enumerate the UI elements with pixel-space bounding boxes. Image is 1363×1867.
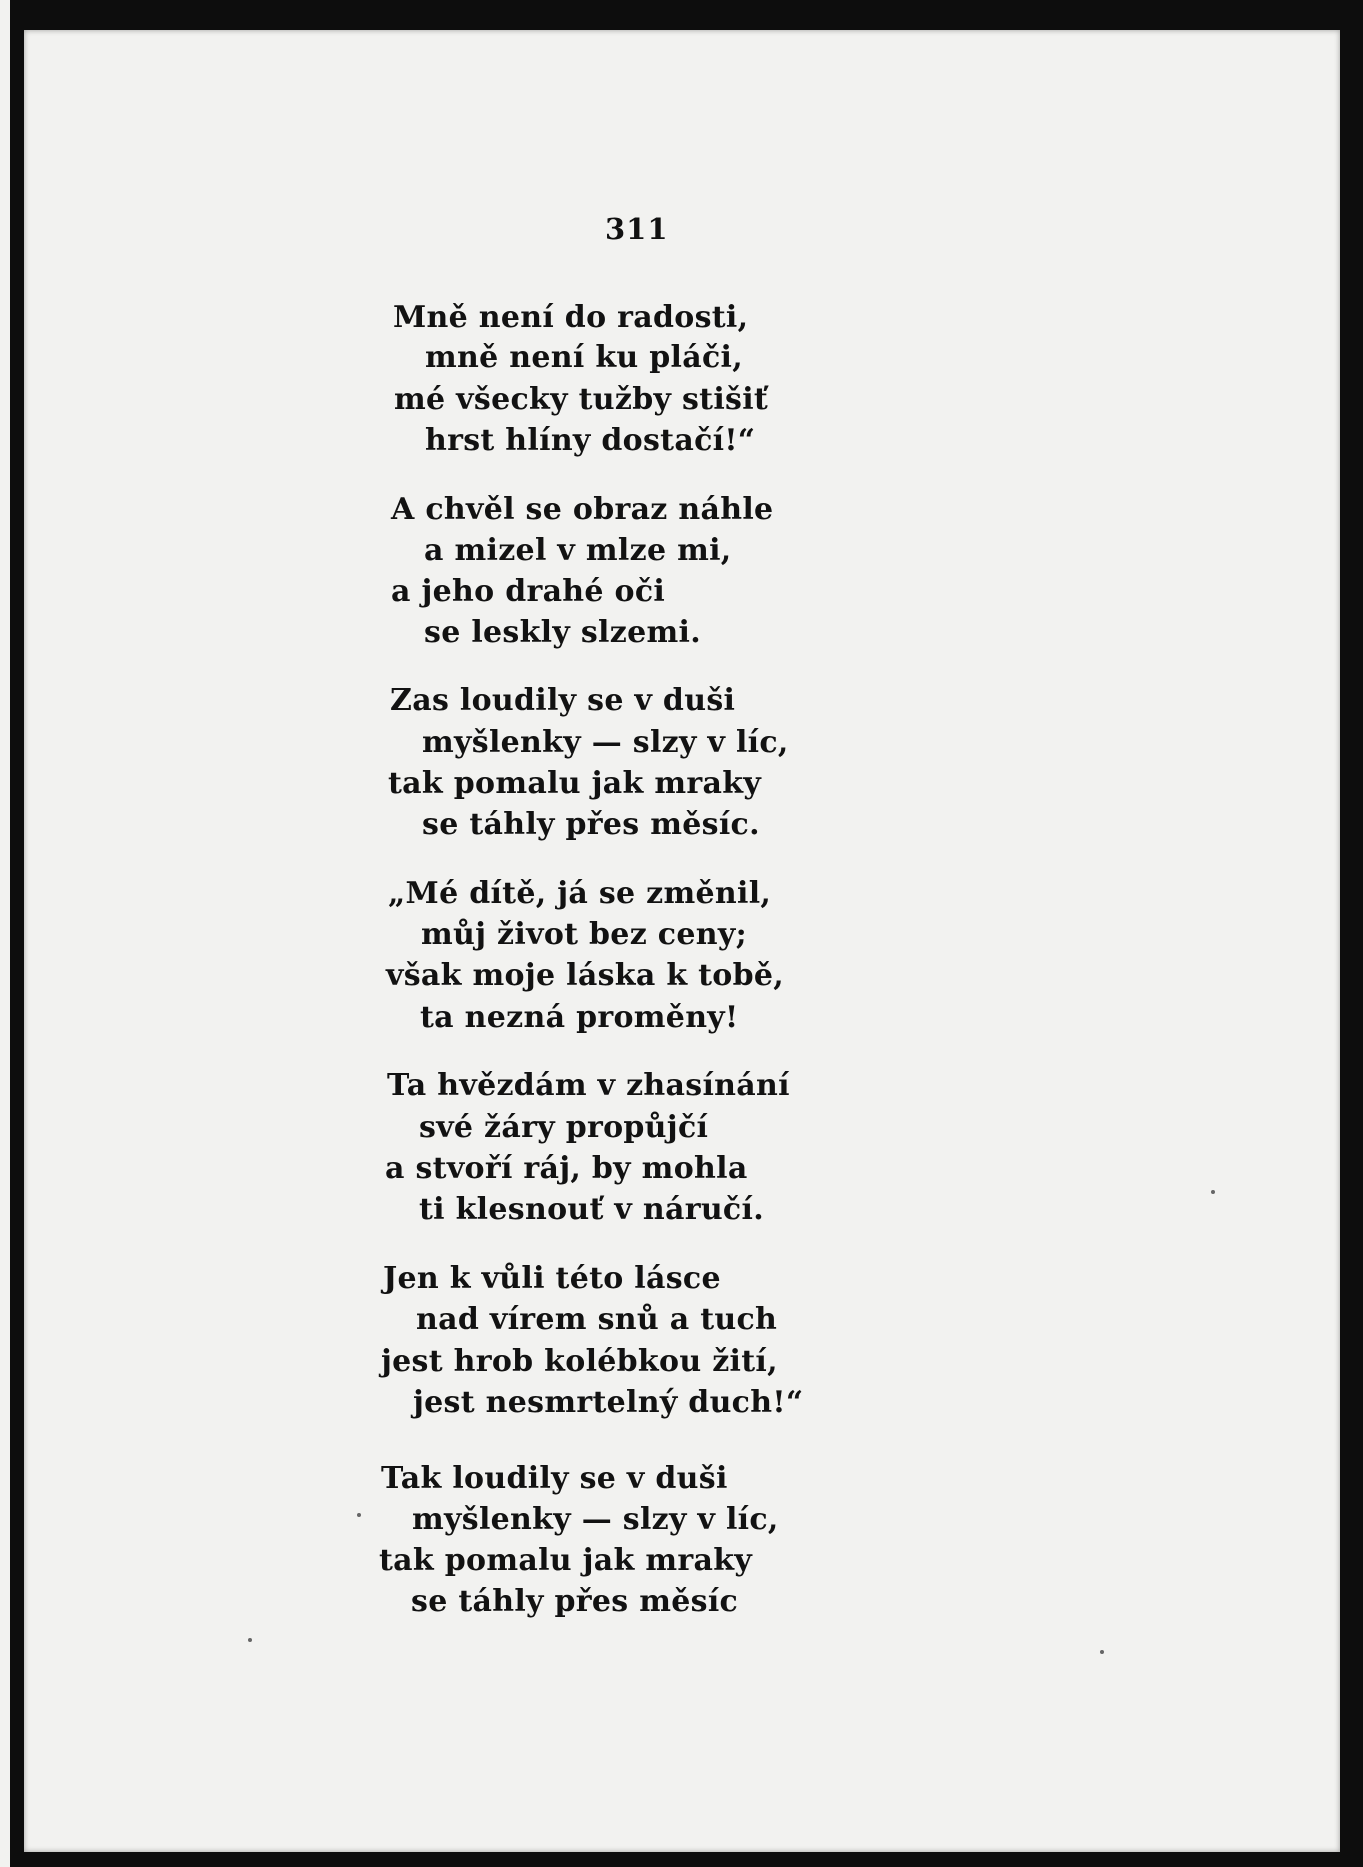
poem-line: A chvěl se obraz náhle [391, 492, 774, 527]
poem-line: tak pomalu jak mraky [379, 1543, 753, 1578]
poem-line: a stvoří ráj, by mohla [385, 1151, 748, 1186]
poem-line: ta nezná proměny! [420, 1000, 739, 1035]
poem-line: můj život bez ceny; [421, 917, 747, 952]
poem-line: myšlenky — slzy v líc, [422, 725, 789, 760]
paper-speck [248, 1638, 252, 1642]
poem-line: hrst hlíny dostačí!“ [425, 423, 756, 458]
poem-line: jest nesmrtelný duch!“ [413, 1385, 804, 1420]
poem-line: jest hrob kolébkou žití, [381, 1344, 778, 1379]
poem-line: nad vírem snů a tuch [416, 1302, 778, 1337]
poem-line: a mizel v mlze mi, [424, 533, 732, 568]
poem-line: Ta hvězdám v zhasínání [387, 1068, 790, 1103]
poem-line: Jen k vůli této lásce [383, 1261, 721, 1296]
poem-line: mně není ku pláči, [425, 340, 743, 375]
poem-line: se leskly slzemi. [424, 615, 701, 650]
poem-line: mé všecky tužby stišiť [394, 382, 769, 417]
poem-line: ti klesnouť v náručí. [419, 1192, 764, 1227]
poem-line: své žáry propůjčí [419, 1110, 709, 1145]
poem-line: a jeho drahé oči [391, 574, 666, 609]
poem-line: myšlenky — slzy v líc, [412, 1502, 779, 1537]
paper-speck [1211, 1190, 1215, 1194]
page-number: 311 [605, 212, 669, 246]
paper-speck [1100, 1650, 1104, 1654]
poem-line: se táhly přes měsíc. [422, 807, 760, 842]
paper-speck [357, 1513, 361, 1517]
poem-line: tak pomalu jak mraky [388, 766, 762, 801]
poem-line: se táhly přes měsíc [411, 1584, 739, 1619]
poem-line: „Mé dítě, já se změnil, [388, 876, 772, 911]
poem-line: Mně není do radosti, [393, 300, 749, 335]
poem-line: však moje láska k tobě, [386, 958, 785, 993]
poem-line: Tak loudily se v duši [381, 1461, 728, 1496]
poem-line: Zas loudily se v duši [390, 683, 736, 718]
